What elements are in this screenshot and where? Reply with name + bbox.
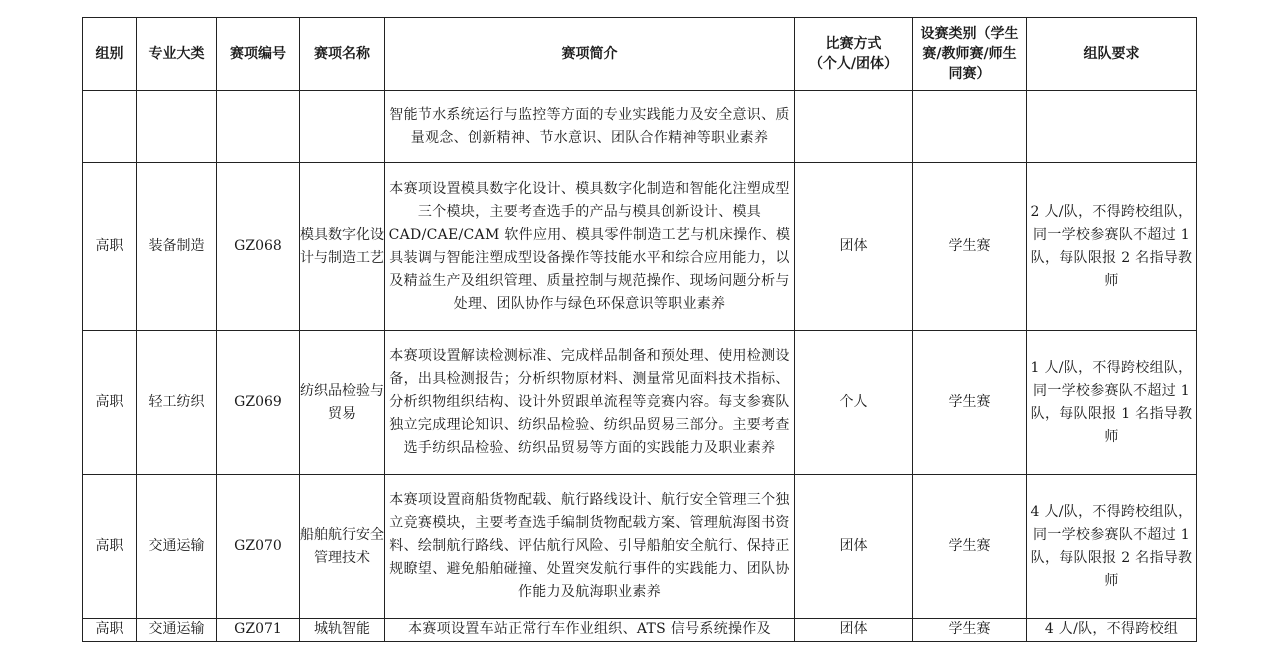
cell-team: 2 人/队，不得跨校组队，同一学校参赛队不超过 1 队，每队限报 2 名指导教师 <box>1027 163 1197 331</box>
cell-category: 装备制造 <box>137 163 217 331</box>
cell-team: 4 人/队，不得跨校组队，同一学校参赛队不超过 1 队，每队限报 2 名指导教师 <box>1027 475 1197 619</box>
cell-mode: 个人 <box>795 331 913 475</box>
cell-name: 纺织品检验与贸易 <box>300 331 385 475</box>
cell-code: GZ070 <box>217 475 300 619</box>
cell-type <box>913 91 1027 163</box>
table-row <box>83 475 1197 619</box>
header-group: 组别 <box>83 18 137 91</box>
cell-code <box>217 91 300 163</box>
table-row <box>83 163 1197 331</box>
cell-category: 交通运输 <box>137 475 217 619</box>
table-row <box>83 331 1197 475</box>
cell-type: 学生赛 <box>913 331 1027 475</box>
cell-group: 高职 <box>83 619 137 642</box>
header-type: 设赛类别（学生赛/教师赛/师生同赛） <box>913 18 1027 91</box>
cell-intro: 本赛项设置模具数字化设计、模具数字化制造和智能化注塑成型三个模块，主要考查选手的产品与模具创新设计、模具 CAD/CAE/CAM 软件应用、模具零件制造工艺与机床操作、模具装调与智能注塑成型设备操作等技能水平和综合应用能力，以及精益生产及组织管理、质量控制与规范操作、现场问题分析与处理、团队协作与绿色环保意识等职业素养 <box>385 163 795 331</box>
header-team: 组队要求 <box>1027 18 1197 91</box>
cell-type: 学生赛 <box>913 475 1027 619</box>
competition-table <box>82 17 1197 642</box>
cell-mode <box>795 91 913 163</box>
header-intro: 赛项简介 <box>385 18 795 91</box>
cell-code: GZ069 <box>217 331 300 475</box>
cell-category: 交通运输 <box>137 619 217 642</box>
cell-name: 城轨智能 <box>300 619 385 642</box>
cell-name: 模具数字化设计与制造工艺 <box>300 163 385 331</box>
cell-code: GZ071 <box>217 619 300 642</box>
cell-name: 船舶航行安全管理技术 <box>300 475 385 619</box>
header-mode: 比赛方式 （个人/团体） <box>795 18 913 91</box>
table-header-row <box>83 18 1197 91</box>
cell-code: GZ068 <box>217 163 300 331</box>
cell-mode: 团体 <box>795 619 913 642</box>
cell-intro: 本赛项设置解读检测标准、完成样品制备和预处理、使用检测设备，出具检测报告；分析织物原材料、测量常见面料技术指标、分析织物组织结构、设计外贸跟单流程等竞赛内容。每支参赛队独立完成理论知识、纺织品检验、纺织品贸易三部分。主要考查选手纺织品检验、纺织品贸易等方面的实践能力及职业素养 <box>385 331 795 475</box>
cell-team: 4 人/队，不得跨校组 <box>1027 619 1197 642</box>
cell-category <box>137 91 217 163</box>
cell-team <box>1027 91 1197 163</box>
cell-team: 1 人/队，不得跨校组队，同一学校参赛队不超过 1 队，每队限报 1 名指导教师 <box>1027 331 1197 475</box>
table-row <box>83 619 1197 642</box>
cell-group <box>83 91 137 163</box>
cell-intro: 智能节水系统运行与监控等方面的专业实践能力及安全意识、质量观念、创新精神、节水意识、团队合作精神等职业素养 <box>385 91 795 163</box>
header-category: 专业大类 <box>137 18 217 91</box>
cell-type: 学生赛 <box>913 619 1027 642</box>
cell-group: 高职 <box>83 163 137 331</box>
cell-name <box>300 91 385 163</box>
cell-intro: 本赛项设置车站正常行车作业组织、ATS 信号系统操作及 <box>385 619 795 642</box>
table-row <box>83 91 1197 163</box>
cell-mode: 团体 <box>795 475 913 619</box>
cell-group: 高职 <box>83 331 137 475</box>
cell-intro: 本赛项设置商船货物配载、航行路线设计、航行安全管理三个独立竞赛模块，主要考查选手编制货物配载方案、管理航海图书资料、绘制航行路线、评估航行风险、引导船舶安全航行、保持正规瞭望、避免船舶碰撞、处置突发航行事件的实践能力、团队协作能力及航海职业素养 <box>385 475 795 619</box>
header-code: 赛项编号 <box>217 18 300 91</box>
cell-category: 轻工纺织 <box>137 331 217 475</box>
header-name: 赛项名称 <box>300 18 385 91</box>
cell-type: 学生赛 <box>913 163 1027 331</box>
cell-group: 高职 <box>83 475 137 619</box>
cell-mode: 团体 <box>795 163 913 331</box>
